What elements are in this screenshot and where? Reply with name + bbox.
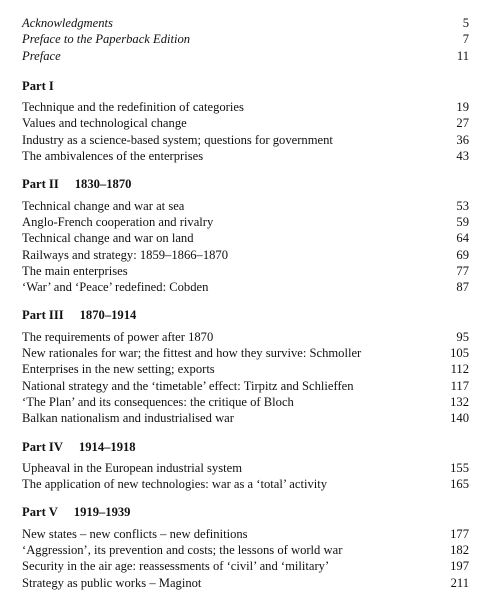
toc-entry <box>22 263 469 279</box>
toc-entry-page: 132 <box>450 394 469 409</box>
toc-entry-page: 105 <box>450 346 469 361</box>
part-years: 1870–1914 <box>79 308 137 323</box>
toc-entry <box>22 214 469 230</box>
toc-entry-page: 211 <box>450 575 469 590</box>
part-section <box>22 439 469 493</box>
toc-entry <box>22 476 469 492</box>
toc-entry <box>22 361 469 377</box>
toc-entry-page: 165 <box>450 477 469 492</box>
toc-entry <box>22 198 469 214</box>
front-matter <box>22 15 469 64</box>
toc-entry-page: 59 <box>456 214 469 229</box>
part-heading <box>22 307 469 323</box>
toc-entry-page: 197 <box>450 559 469 574</box>
toc-entry <box>22 247 469 263</box>
toc-entry-page: 64 <box>456 231 469 246</box>
toc-entry <box>22 410 469 426</box>
part-heading <box>22 78 469 94</box>
toc-entry-title: Technique and the redefinition of categories <box>22 100 244 115</box>
part-heading <box>22 176 469 192</box>
toc-entry-title: Upheaval in the European industrial system <box>22 460 242 475</box>
toc-entry-title: The requirements of power after 1870 <box>22 329 214 344</box>
part-years: 1830–1870 <box>74 177 132 192</box>
toc-entry-page: 112 <box>450 362 469 377</box>
toc-entry-page: 27 <box>456 116 469 131</box>
toc-entry-title: Technical change and war at sea <box>22 198 185 213</box>
toc-entry <box>22 378 469 394</box>
toc-entry-title: Acknowledgments <box>22 16 113 30</box>
toc-entry-title: Railways and strategy: 1859–1866–1870 <box>22 247 229 262</box>
part-years: 1919–1939 <box>73 505 131 520</box>
toc-entry <box>22 460 469 476</box>
toc-entry <box>22 345 469 361</box>
part-label: Part IV <box>22 439 63 454</box>
toc-entry-page: 182 <box>450 543 469 558</box>
toc-entry-title: Balkan nationalism and industrialised war <box>22 411 234 426</box>
part-label: Part III <box>22 308 64 323</box>
toc-entry-page: 95 <box>456 329 469 344</box>
toc-entry-title: New states – new conflicts – new definitions <box>22 526 248 541</box>
toc-entry-title: National strategy and the ‘timetable’ effect: Tirpitz and Schlieffen <box>22 378 354 393</box>
toc-entry-page: 69 <box>456 247 469 262</box>
toc-entry <box>22 542 469 558</box>
toc-entry-title: Strategy as public works – Maginot <box>22 575 202 590</box>
toc-entry <box>22 31 469 47</box>
toc-entry-title: Preface <box>22 48 61 63</box>
toc-entry-title: New rationales for war; the fittest and how they survive: Schmoller <box>22 346 362 361</box>
toc-entry-title: ‘The Plan’ and its consequences: the critique of Bloch <box>22 394 294 409</box>
toc-entry-title: ‘Aggression’, its prevention and costs; the lessons of world war <box>22 543 343 558</box>
toc-entry-page: 7 <box>462 32 469 47</box>
part-heading <box>22 504 469 520</box>
toc-entry-title: The application of new technologies: war as a ‘total’ activity <box>22 477 328 492</box>
toc-entry <box>22 132 469 148</box>
part-section <box>22 176 469 295</box>
toc-entry-title: ‘War’ and ‘Peace’ redefined: Cobden <box>22 280 209 295</box>
toc-entry-page: 53 <box>456 198 469 213</box>
part-heading <box>22 439 469 455</box>
toc-entry-page: 19 <box>456 100 469 115</box>
part-label: Part II <box>22 177 59 192</box>
toc-entry-page: 5 <box>462 16 469 30</box>
part-section <box>22 307 469 426</box>
toc-entry <box>22 558 469 574</box>
toc-entry-title: Enterprises in the new setting; exports <box>22 362 215 377</box>
toc-entry-page: 155 <box>450 460 469 475</box>
part-label: Part V <box>22 505 58 520</box>
toc-entry-title: Security in the air age: reassessments of ‘civil’ and ‘military’ <box>22 559 330 574</box>
toc-entry <box>22 279 469 295</box>
toc-entry <box>22 575 469 591</box>
toc-entry-page: 77 <box>456 263 469 278</box>
toc-entry-page: 87 <box>456 280 469 295</box>
part-years: 1914–1918 <box>78 439 136 454</box>
toc-entry-title: Industry as a science-based system; questions for government <box>22 132 333 147</box>
toc-entry <box>22 526 469 542</box>
toc-entry-title: Values and technological change <box>22 116 187 131</box>
part-label: Part I <box>22 78 54 93</box>
toc-entry-title: The ambivalences of the enterprises <box>22 149 204 164</box>
toc-entry-page: 177 <box>450 526 469 541</box>
toc-entry-page: 11 <box>456 48 469 63</box>
toc-entry <box>22 230 469 246</box>
toc-entry-title: Technical change and war on land <box>22 231 194 246</box>
toc-entry <box>22 15 469 31</box>
part-section <box>22 504 469 590</box>
toc-entry-title: Anglo-French cooperation and rivalry <box>22 214 214 229</box>
toc-entry <box>22 148 469 164</box>
toc-entry-page: 140 <box>450 411 469 426</box>
toc-entry <box>22 48 469 64</box>
toc-entry <box>22 115 469 131</box>
toc-entry-page: 36 <box>456 132 469 147</box>
toc-entry-title: The main enterprises <box>22 263 128 278</box>
part-section <box>22 78 469 164</box>
toc-entry <box>22 99 469 115</box>
toc-entry-page: 43 <box>456 149 469 164</box>
toc-entry-title: Preface to the Paperback Edition <box>22 32 191 47</box>
toc-entry <box>22 394 469 410</box>
toc-entry <box>22 329 469 345</box>
toc-entry-page: 117 <box>450 378 469 393</box>
